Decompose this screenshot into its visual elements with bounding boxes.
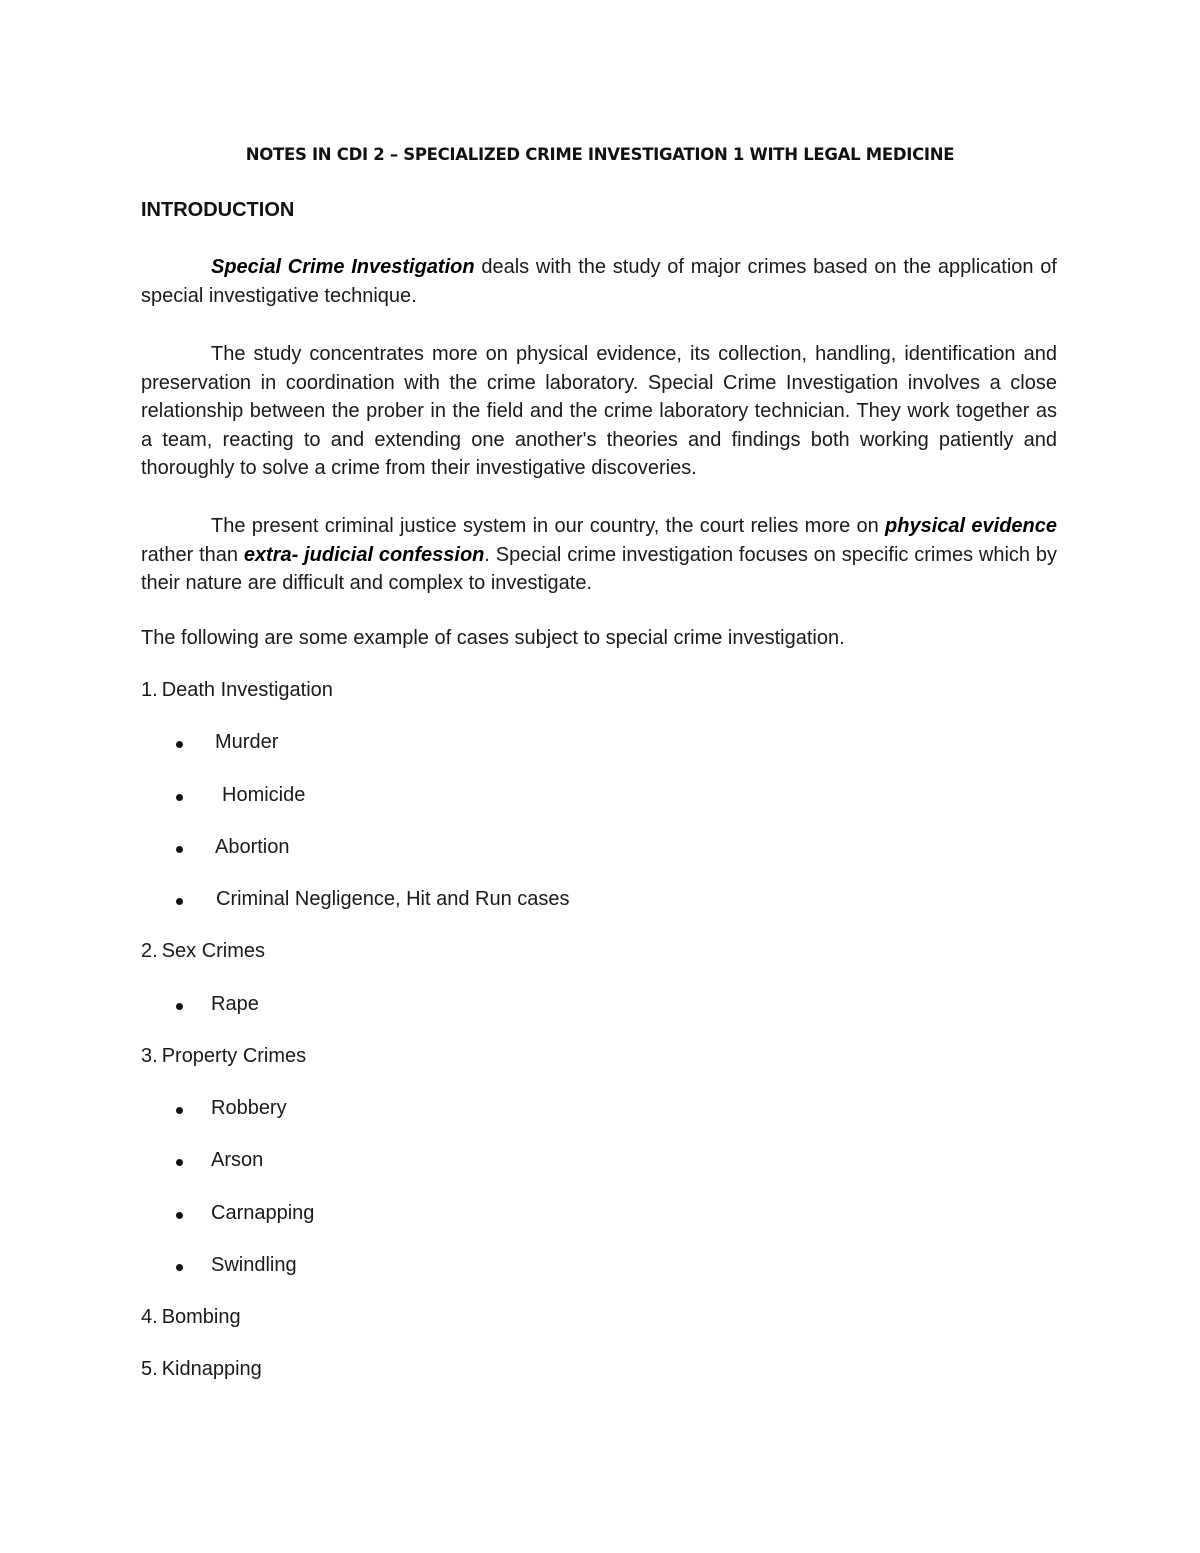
paragraph-definition-text: deals with the study of major crimes based on the application of special investigative technique. [141,256,1057,307]
list-item-text: Carnapping [211,1202,315,1224]
category-bombing [141,1306,241,1329]
category-kidnapping [141,1358,262,1381]
list-item-text: Rape [211,993,259,1015]
list-item-text: Robbery [211,1097,287,1119]
term-special-crime-investigation: Special Crime Investigation [211,256,475,278]
list-item-text: Criminal Negligence, Hit and Run cases [216,888,570,910]
list-item-text: Homicide [222,784,306,806]
list-item-text: Arson [211,1149,264,1171]
document-title: NOTES IN CDI 2 – SPECIALIZED CRIME INVESTIGATION 1 WITH LEGAL MEDICINE [245,145,955,164]
bullet-icon [176,1212,183,1219]
category-number: 4. [141,1306,158,1328]
term-extra-judicial-confession: extra- judicial confession [243,543,485,566]
bullet-icon [176,794,183,801]
paragraph-definition [141,253,1057,310]
category-number: 2. [141,940,158,962]
category-number: 1. [141,679,158,701]
paragraph-criminal-justice-text-2: rather than [141,543,244,566]
bullet-icon [176,1264,183,1271]
section-heading-introduction: INTRODUCTION [141,199,295,221]
term-physical-evidence: physical evidence [885,515,1057,537]
category-label: Kidnapping [161,1358,262,1380]
bullet-icon [176,1159,183,1166]
bullet-icon [176,741,183,748]
paragraph-criminal-justice [141,512,1057,598]
bullet-icon [176,1107,183,1114]
list-item-text: Murder [215,731,279,753]
paragraph-physical-evidence-text: The study concentrates more on physical evidence, its collection, handling, identification and preservation in coordination with the crime laboratory. Special Crime Investigation involves a close relationship between the prober in the field and the crime laboratory technician. They work together as a team, reacting to and extending one another's theories and findings both working patiently and thoroughly to solve a crime from their investigative discoveries. [141,343,1057,479]
category-property-crimes [141,1045,306,1068]
category-sex-crimes [141,940,265,963]
category-label: Property Crimes [161,1045,307,1067]
category-label: Bombing [161,1306,241,1328]
category-label: Death Investigation [161,679,333,701]
category-number: 3. [141,1045,158,1067]
category-number: 5. [141,1358,158,1380]
list-item-text: Swindling [211,1254,297,1276]
category-label: Sex Crimes [161,940,266,962]
paragraph-physical-evidence [141,340,1057,483]
list-intro-line: The following are some example of cases subject to special crime investigation. [141,627,845,649]
list-item-text: Abortion [215,836,290,858]
bullet-icon [176,846,183,853]
bullet-icon [176,1003,183,1010]
category-death-investigation [141,679,333,702]
bullet-icon [176,898,183,905]
paragraph-criminal-justice-text-3: . Special crime investigation focuses on specific crimes which by their nature are difficult and complex to investigate. [141,543,1057,594]
paragraph-criminal-justice-text-1: The present criminal justice system in our country, the court relies more on [211,515,886,537]
